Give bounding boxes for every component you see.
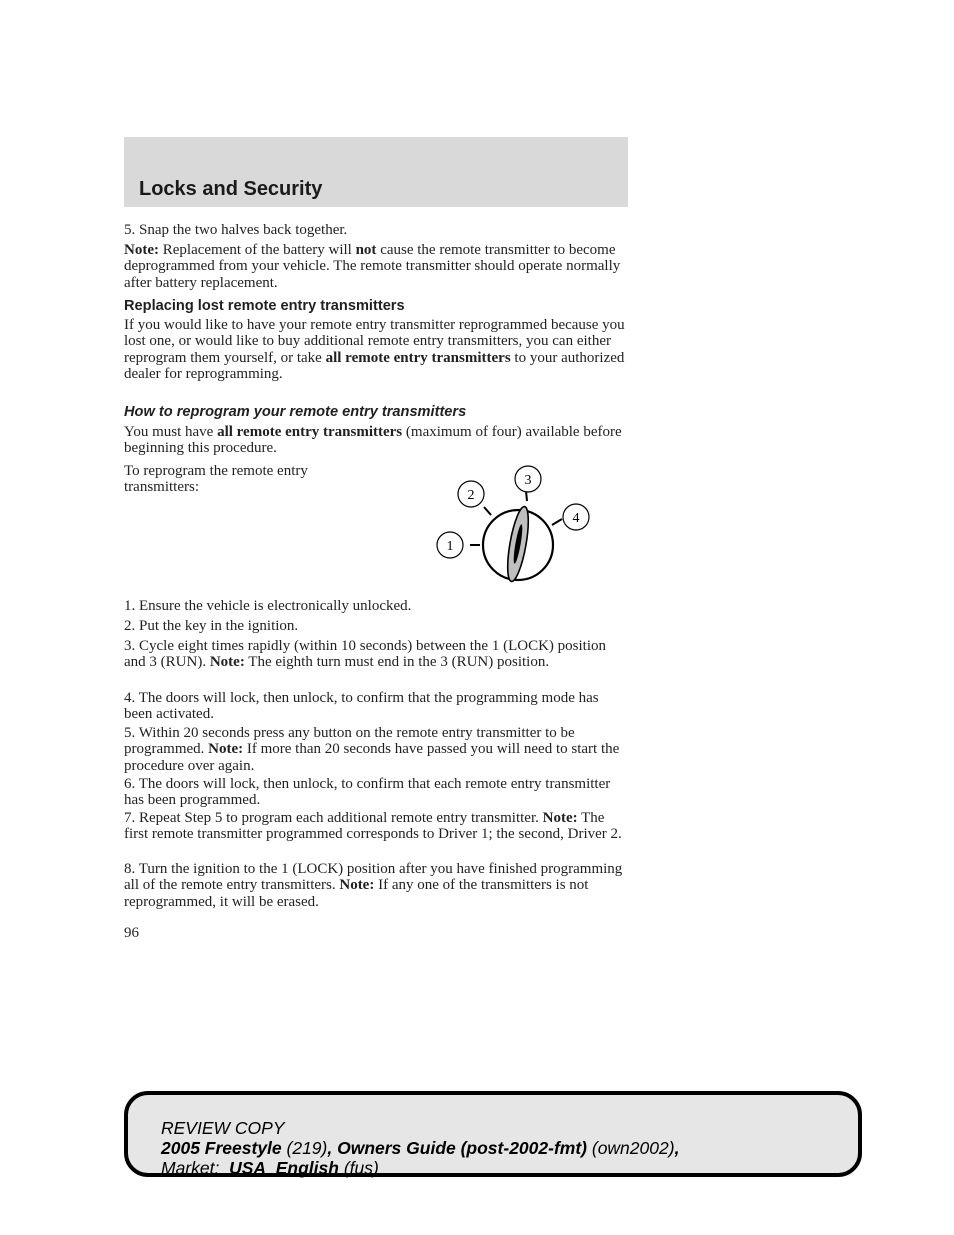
review-copy-label: REVIEW COPY <box>161 1118 285 1138</box>
review-market: USA_English <box>229 1158 339 1178</box>
step-2: 2. Put the key in the ignition. <box>124 618 299 634</box>
step-snap-halves: 5. Snap the two halves back together. <box>124 222 348 238</box>
must-have-text: You must have <box>124 424 218 440</box>
review-copy-text <box>161 1118 679 1178</box>
to-reprogram-intro: To reprogram the remote entry transmitters: <box>124 463 308 496</box>
step-3-note: The eighth turn must end in the 3 (RUN) position. <box>244 654 550 671</box>
svg-text:2: 2 <box>467 488 475 503</box>
replace-paragraph <box>124 317 630 382</box>
must-have-emphasis: all remote entry transmitters <box>217 424 403 440</box>
svg-text:3: 3 <box>524 473 532 488</box>
step-8-text: 8. Turn the ignition to the 1 (LOCK) position after you have finished programming all of the remote entry transmitters. <box>124 861 623 894</box>
review-model-code: (219) <box>281 1138 328 1158</box>
must-have-text-cont: (maximum of four) available before beginning this procedure. <box>124 424 622 457</box>
review-comma: , <box>674 1138 680 1158</box>
step-6: 6. The doors will lock, then unlock, to confirm that each remote entry transmitter has been programmed. <box>124 776 611 809</box>
step-8 <box>124 861 630 910</box>
section-header-band <box>124 137 628 207</box>
position-label-3 <box>515 466 541 492</box>
step-7-text: 7. Repeat Step 5 to program each additional remote entry transmitter. <box>124 810 543 826</box>
replace-emphasis: all remote entry transmitters <box>325 349 511 366</box>
position-label-4 <box>563 504 589 530</box>
note-label: Note: <box>124 242 159 258</box>
step-3-text: 3. Cycle eight times rapidly (within 10 seconds) between the 1 (LOCK) position and 3 (RUN). <box>124 638 606 671</box>
step-4: 4. The doors will lock, then unlock, to confirm that the programming mode has been activated. <box>124 690 599 723</box>
step-5-text: 5. Within 20 seconds press any button on the remote entry transmitter to be programmed. <box>124 725 575 758</box>
step-5-note-label: Note: <box>208 741 244 758</box>
svg-text:4: 4 <box>572 511 580 526</box>
review-market-code: (fus) <box>338 1158 379 1178</box>
review-market-label: Market: <box>161 1158 230 1178</box>
review-model-line <box>161 1138 679 1158</box>
position-label-2 <box>458 481 484 507</box>
svg-text:1: 1 <box>446 539 454 554</box>
step-3 <box>124 638 630 671</box>
step-5-note: If more than 20 seconds have passed you will need to start the procedure over again. <box>124 741 620 774</box>
step-7-note: The first remote transmitter programmed corresponds to Driver 1; the second, Driver 2. <box>124 810 622 843</box>
must-have-paragraph <box>124 424 630 457</box>
review-guide: , Owners Guide (post-2002-fmt) <box>327 1138 587 1158</box>
review-market-line <box>161 1158 679 1178</box>
replace-text: If you would like to have your remote entry transmitter reprogrammed because you lost one, or would like to buy additional remote entry transmitters, you can either reprogram them yourself, or take <box>124 317 625 366</box>
position-label-1 <box>437 532 463 558</box>
step-8-note-label: Note: <box>339 877 375 894</box>
section-title: Locks and Security <box>139 178 323 200</box>
step-5 <box>124 725 630 774</box>
page-number: 96 <box>124 925 139 941</box>
note-text: Replacement of the battery will <box>158 242 356 258</box>
replace-text-cont: to your authorized dealer for reprogramming. <box>124 349 625 382</box>
heading-replacing-lost: Replacing lost remote entry transmitters <box>124 298 405 314</box>
note-emphasis: not <box>355 242 377 258</box>
tick-position-4 <box>552 519 562 525</box>
review-model: 2005 Freestyle <box>161 1138 282 1158</box>
step-7-note-label: Note: <box>542 810 578 826</box>
ignition-positions-diagram <box>430 462 600 586</box>
review-guide-code: (own2002) <box>587 1138 675 1158</box>
heading-how-to-reprogram: How to reprogram your remote entry transmitters <box>124 404 467 420</box>
step-7 <box>124 810 630 843</box>
step-1: 1. Ensure the vehicle is electronically unlocked. <box>124 598 412 614</box>
note-text-cont: cause the remote transmitter to become deprogrammed from your vehicle. The remote transmitter should operate normally after battery replacement. <box>124 242 621 291</box>
battery-note <box>124 242 630 291</box>
step-3-note-label: Note: <box>209 654 245 671</box>
step-8-note: If any one of the transmitters is not reprogrammed, it will be erased. <box>124 877 589 910</box>
tick-position-2 <box>484 507 491 515</box>
